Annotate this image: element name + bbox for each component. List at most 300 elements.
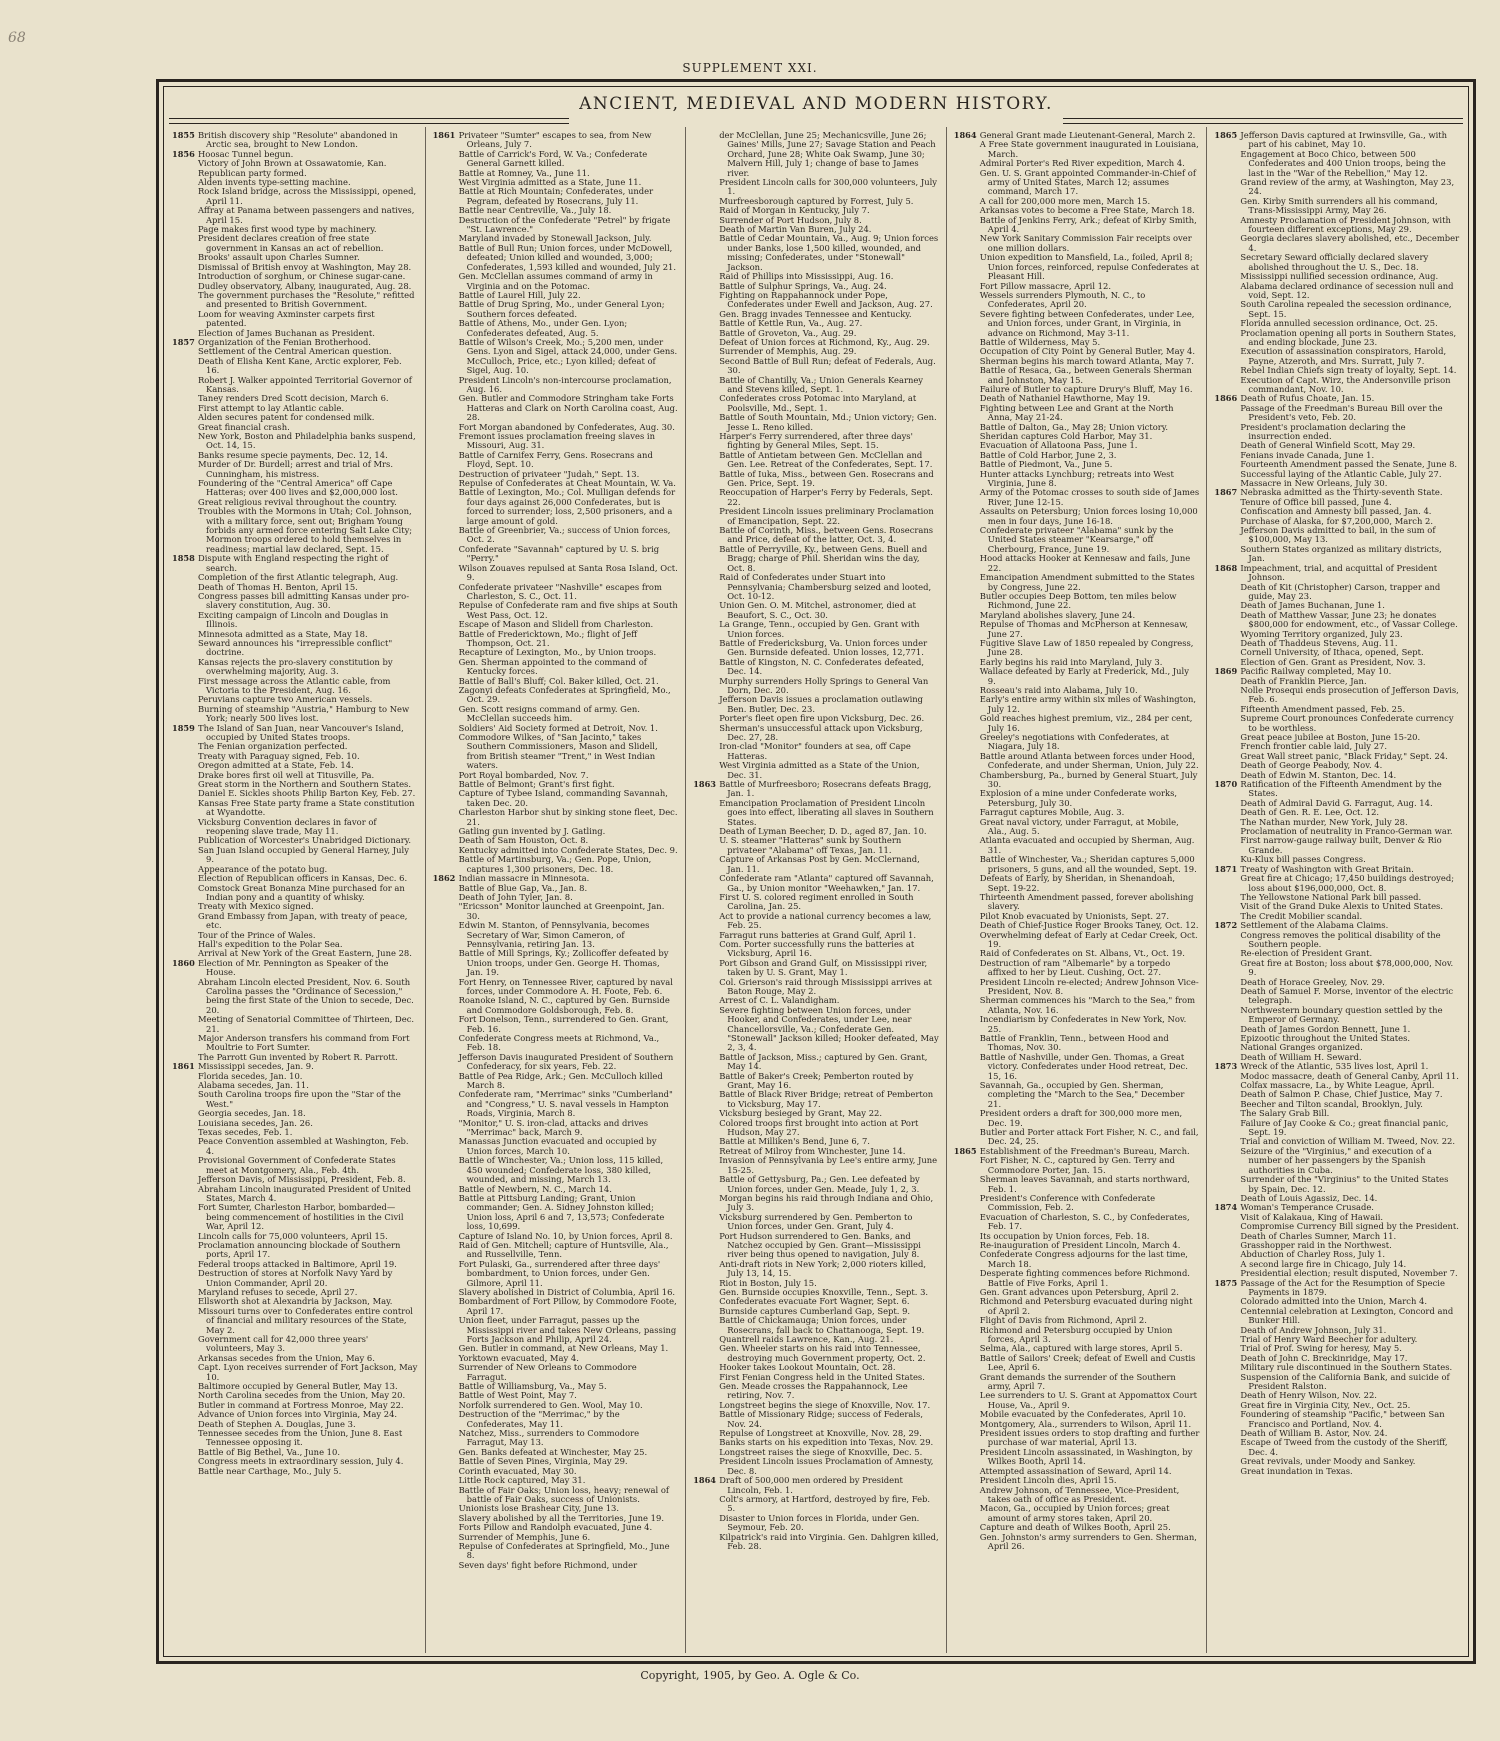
entry-text: Fort Fisher, N. C., captured by Gen. Terry and Commodore Porter, Jan. 15. <box>979 1155 1175 1175</box>
chronology-entry <box>693 978 939 997</box>
entry-text: Death of Kit (Christopher) Carson, trapper and guide, May 23. <box>1240 581 1441 601</box>
chronology-entry <box>172 507 418 554</box>
entry-year <box>172 818 198 837</box>
chronology-entry <box>693 451 939 470</box>
entry-text: Destruction of the "Merrimac," by the Confederates, May 11. <box>458 1409 620 1429</box>
entry-text: The Nathan murder, New York, July 28. <box>1240 816 1408 827</box>
entry-text: Surrender of Port Hudson, July 8. <box>719 214 862 225</box>
chronology-entry <box>433 187 679 206</box>
entry-text: Presidential election; result disputed, November 7. <box>1240 1268 1458 1279</box>
entry-text: Peruvians capture two American vessels. <box>198 694 373 705</box>
chronology-entry <box>693 1457 939 1476</box>
chronology-entry <box>693 780 939 799</box>
entry-text: The government purchases the "Resolute," refitted and presented to British Government. <box>198 289 415 310</box>
entry-text: Surrender of New Orleans to Commodore Farragut. <box>458 1362 637 1382</box>
entry-text: Recapture of Lexington, Mo., by Union troops. <box>458 647 657 658</box>
chronology-entry <box>433 1561 679 1570</box>
entry-year <box>172 761 198 770</box>
entry-text: Battle of Fredericktown, Mo.; flight of Jeff Thompson, Oct. 21. <box>458 628 638 648</box>
chronology-entry <box>1214 686 1460 705</box>
entry-year <box>172 159 198 168</box>
entry-text: Visit of Kalakaua, King of Hawaii. <box>1240 1211 1384 1222</box>
entry-text: Mobile evacuated by the Confederates, April 10. <box>979 1409 1186 1420</box>
entry-year: 1863 <box>693 779 716 790</box>
chronology-entry <box>693 940 939 959</box>
entry-year <box>433 1514 459 1523</box>
entry-text: Death of Edwin M. Stanton, Dec. 14. <box>1240 769 1397 780</box>
entry-text: Re-election of President Grant. <box>1240 948 1373 959</box>
chronology-entry <box>954 714 1200 733</box>
chronology-entry <box>433 996 679 1015</box>
entry-text: Assaults on Petersburg; Union forces losing 10,000 men in four days, June 16-18. <box>979 506 1198 526</box>
entry-text: Death of Gen. R. E. Lee, Oct. 12. <box>1240 807 1380 818</box>
entry-year <box>172 742 198 751</box>
entry-text: Sherman's unsuccessful attack upon Vicksburg, Dec. 27, 28. <box>719 722 923 742</box>
entry-year <box>433 432 459 451</box>
entry-text: Battle of Blue Gap, Va., Jan. 8. <box>458 882 588 893</box>
entry-text: Northwestern boundary question settled by the Emperor of Germany. <box>1240 1004 1443 1025</box>
chronology-entry <box>954 931 1200 950</box>
entry-text: Southern States organized as military districts, Jan. <box>1240 543 1442 564</box>
chronology-entry <box>693 639 939 658</box>
chronology-entry <box>433 978 679 997</box>
chronology-column-3 <box>686 127 947 1653</box>
entry-text: Jefferson Davis, of Mississippi, President, Feb. 8. <box>198 1174 406 1185</box>
entry-text: Alabama declared ordinance of secession null and void, Sept. 12. <box>1240 280 1454 300</box>
chronology-entry <box>954 893 1200 912</box>
chronology-entry <box>172 432 418 451</box>
entry-year <box>1214 150 1240 178</box>
entry-text: Repulse of Confederates at Cheat Mountain, W. Va. <box>458 478 676 489</box>
entry-text: Page makes first wood type by machinery. <box>198 224 377 235</box>
entry-text: Treaty with Mexico signed. <box>198 901 314 912</box>
chronology-entry <box>693 1382 939 1401</box>
chronology-entry <box>172 705 418 724</box>
entry-year <box>172 836 198 845</box>
entry-text: Battle of Pea Ridge, Ark.; Gen. McCulloch killed March 8. <box>458 1070 663 1091</box>
entry-text: Election of Mr. Pennington as Speaker of the House. <box>198 957 389 978</box>
entry-year <box>172 1448 198 1457</box>
entry-text: Battle of Murfreesboro; Rosecrans defeats Bragg, Jan. 1. <box>719 779 932 799</box>
entry-year <box>954 1109 980 1128</box>
entry-year <box>1214 893 1240 902</box>
entry-text: Incendiarism by Confederates in New York, Nov. 25. <box>979 1014 1187 1034</box>
entry-year <box>433 1015 459 1034</box>
entry-year <box>954 771 980 790</box>
entry-text: Disaster to Union forces in Florida, under Gen. Seymour, Feb. 20. <box>719 1512 920 1533</box>
chronology-entry <box>954 996 1200 1015</box>
entry-year <box>693 1260 719 1279</box>
chronology-entry <box>172 884 418 903</box>
chronology-entry <box>954 836 1200 855</box>
entry-text: Gen. Meade crosses the Rappahannock, Lee retiring, Nov. 7. <box>719 1381 908 1401</box>
chronology-entry <box>693 432 939 451</box>
entry-year <box>954 921 980 930</box>
entry-year <box>172 451 198 460</box>
entry-text: Confederate privateer "Alabama" sunk by the United States steamer "Kearsarge," off Cherbourg, France, June 19. <box>979 525 1174 554</box>
entry-text: Admiral Porter's Red River expedition, March 4. <box>979 158 1185 169</box>
entry-year <box>954 1326 980 1345</box>
entry-text: Repulse of Thomas and McPherson at Kennesaw, June 27. <box>979 619 1189 639</box>
chronology-column-1 <box>165 127 426 1653</box>
entry-year <box>954 1420 980 1429</box>
chronology-entry <box>172 818 418 837</box>
entry-year <box>172 169 198 178</box>
entry-year <box>172 1401 198 1410</box>
chronology-entry <box>693 874 939 893</box>
entry-year <box>693 131 719 178</box>
entry-year <box>954 206 980 215</box>
chronology-entry <box>693 178 939 197</box>
entry-year <box>954 1429 980 1448</box>
handwritten-page-number: 68 <box>8 30 26 46</box>
entry-text: Battle of Missionary Ridge; success of Federals, Nov. 24. <box>719 1409 924 1429</box>
chronology-entry <box>693 1260 939 1279</box>
entry-year <box>954 1175 980 1194</box>
entry-year <box>433 893 459 902</box>
entry-year <box>172 780 198 789</box>
entry-year <box>172 1420 198 1429</box>
entry-year <box>693 507 719 526</box>
entry-text: Escape of Tweed from the custody of the Sheriff, Dec. 4. <box>1240 1437 1448 1457</box>
entry-text: Failure of Butler to capture Drury's Bluff, May 16. <box>979 383 1193 394</box>
supplement-label: SUPPLEMENT XXI. <box>682 61 818 75</box>
entry-text: Death of William B. Astor, Nov. 24. <box>1240 1428 1388 1439</box>
entry-text: Battle at Romney, Va., June 11. <box>458 167 590 178</box>
entry-year <box>954 1344 980 1353</box>
entry-year <box>433 423 459 432</box>
chronology-entry <box>693 507 939 526</box>
entry-year <box>693 272 719 281</box>
entry-year <box>433 658 459 677</box>
chronology-entry <box>433 733 679 771</box>
entry-year <box>693 1438 719 1447</box>
entry-text: Daniel E. Sickles shoots Philip Barton Key, Feb. 27. <box>198 788 416 799</box>
entry-year <box>1214 329 1240 348</box>
entry-text: Death of Stephen A. Douglas, June 3. <box>198 1418 356 1429</box>
entry-text: Colorado admitted into the Union, March 4. <box>1240 1296 1428 1307</box>
entry-year <box>172 1081 198 1090</box>
entry-year <box>172 1137 198 1156</box>
entry-text: Indian massacre in Minnesota. <box>458 873 590 884</box>
entry-year: 1864 <box>953 130 977 140</box>
entry-year <box>1214 1344 1240 1353</box>
entry-year: 1871 <box>1214 863 1238 874</box>
chronology-entry <box>693 1156 939 1175</box>
entry-text: Death of Franklin Pierce, Jan. <box>1240 675 1367 686</box>
chronology-entry <box>1214 583 1460 602</box>
entry-year <box>172 1203 198 1231</box>
chronology-entry <box>172 357 418 376</box>
entry-year <box>693 1053 719 1072</box>
chronology-entry <box>693 677 939 696</box>
entry-text: Butler occupies Deep Bottom, ten miles below Richmond, June 22. <box>979 590 1177 611</box>
entry-year <box>954 1523 980 1532</box>
entry-text: Death of James Buchanan, June 1. <box>1240 600 1385 611</box>
entry-text: Colored troops first brought into action at Port Hudson, May 27. <box>719 1117 919 1138</box>
entry-text: Battle of Fredericksburg, Va. Union forces under Gen. Burnside defeated. Union losses, 12,771. <box>719 637 928 658</box>
entry-year <box>433 1354 459 1363</box>
entry-text: Escape of Mason and Slidell from Charleston. <box>458 619 654 630</box>
entry-year <box>1214 1006 1240 1025</box>
entry-text: Defeats of Early, by Sheridan, in Shenandoah, Sept. 19-22. <box>979 873 1176 893</box>
entry-year <box>433 1561 459 1570</box>
entry-year <box>693 996 719 1005</box>
entry-text: Gen. Banks defeated at Winchester, May 25. <box>458 1446 648 1457</box>
entry-text: Battle of Cold Harbor, June 2, 3. <box>979 449 1117 460</box>
entry-text: Capture of Tybee Island, commanding Savannah, taken Dec. 20. <box>458 788 668 808</box>
entry-year <box>1214 611 1240 630</box>
entry-text: Battle of Jackson, Miss.; captured by Gen. Grant, May 14. <box>719 1051 928 1072</box>
entry-text: Maryland refuses to secede, April 27. <box>198 1286 358 1297</box>
entry-text: Battle of South Mountain, Md.; Union victory; Gen. Jesse L. Reno killed. <box>719 412 937 432</box>
entry-text: Treaty with Paraguay signed, Feb. 10. <box>198 750 360 761</box>
entry-text: Selma, Ala., captured with large stores, April 5. <box>979 1343 1183 1354</box>
entry-year <box>954 291 980 310</box>
entry-year <box>693 724 719 743</box>
entry-year: 1874 <box>1214 1202 1238 1213</box>
entry-year <box>1214 1326 1240 1335</box>
entry-text: Savannah, Ga., occupied by Gen. Sherman, completing the "March to the Sea," December 21. <box>979 1080 1185 1109</box>
entry-year <box>1214 460 1240 469</box>
entry-year: 1866 <box>1214 393 1238 404</box>
entry-year <box>693 573 719 601</box>
entry-year <box>433 564 459 583</box>
entry-text: Great Wall street panic, "Black Friday," Sept. 24. <box>1240 750 1448 761</box>
entry-text: Porter's fleet open fire upon Vicksburg, Dec. 26. <box>719 713 925 724</box>
entry-text: Flight of Davis from Richmond, April 2. <box>979 1315 1147 1326</box>
entry-year: 1865 <box>1214 130 1238 140</box>
chronology-entry <box>433 1137 679 1156</box>
chronology-entry <box>1214 1279 1460 1298</box>
chronology-entry <box>433 921 679 949</box>
entry-year <box>433 1260 459 1288</box>
chronology-entry <box>693 1410 939 1429</box>
entry-year <box>954 1504 980 1523</box>
entry-year <box>693 310 719 319</box>
entry-year <box>433 338 459 376</box>
entry-text: Mississippi secedes, Jan. 9. <box>198 1061 314 1072</box>
entry-year <box>1214 253 1240 272</box>
entry-year <box>433 1486 459 1505</box>
entry-year <box>954 714 980 733</box>
entry-year <box>954 686 980 695</box>
entry-text: Army of the Potomac crosses to south side of James River, June 12-15. <box>979 487 1200 507</box>
entry-year <box>1214 987 1240 1006</box>
entry-year <box>693 1401 719 1410</box>
entry-text: Farragut captures Mobile, Aug. 3. <box>979 807 1125 818</box>
entry-text: Great religious revival throughout the country. <box>198 496 397 507</box>
entry-text: Yorktown evacuated, May 4. <box>458 1352 579 1363</box>
chronology-entry <box>954 1486 1200 1505</box>
entry-text: Texas secedes, Feb. 1. <box>198 1127 293 1138</box>
entry-year <box>693 742 719 761</box>
entry-text: Battle of Gettysburg, Pa.; Gen. Lee defeated by Union forces, under Gen. Meade, July 1, 2, 3. <box>719 1174 920 1194</box>
chronology-entry <box>172 1241 418 1260</box>
entry-year <box>1214 1354 1240 1363</box>
chronology-entry <box>693 394 939 413</box>
entry-text: Gen. Sherman appointed to the command of Kentucky forces. <box>458 656 647 677</box>
chronology-entry <box>954 554 1200 573</box>
entry-text: First U. S. colored regiment enrolled in South Carolina, Jan. 25. <box>719 891 914 912</box>
entry-year <box>1214 902 1240 911</box>
chronology-entry <box>693 376 939 395</box>
entry-year <box>1214 836 1240 855</box>
entry-year <box>433 780 459 789</box>
entry-year <box>172 432 198 451</box>
entry-text: Murphy surrenders Holly Springs to General Van Dorn, Dec. 20. <box>719 675 929 695</box>
entry-text: Tennessee secedes from the Union, June 8. East Tennessee opposing it. <box>198 1428 403 1448</box>
chronology-entry <box>693 724 939 743</box>
entry-year <box>693 959 719 978</box>
entry-year <box>954 1467 980 1476</box>
entry-year <box>1214 1391 1240 1400</box>
entry-year <box>433 789 459 808</box>
entry-year <box>1214 1043 1240 1052</box>
entry-year <box>433 949 459 977</box>
entry-text: Confiscation and Amnesty bill passed, Jan. 4. <box>1240 506 1432 517</box>
entry-text: Gen. Kirby Smith surrenders all his command, Trans-Mississippi Army, May 26. <box>1240 195 1438 216</box>
chronology-entry <box>433 338 679 376</box>
entry-text: Great revivals, under Moody and Sankey. <box>1240 1456 1416 1467</box>
entry-text: New York, Boston and Philadelphia banks suspend, Oct. 14, 15. <box>198 431 416 451</box>
entry-year <box>433 244 459 272</box>
entry-text: Gen. Burnside occupies Knoxville, Tenn., Sept. 3. <box>719 1286 929 1297</box>
chronology-entry <box>954 1015 1200 1034</box>
entry-text: Rock Island bridge, across the Mississippi, opened, April 11. <box>198 186 417 206</box>
chronology-entry <box>433 376 679 395</box>
entry-year <box>1214 1467 1240 1476</box>
chronology-entry <box>172 1137 418 1156</box>
entry-text: Longstreet raises the siege of Knoxville, Dec. 5. <box>719 1446 923 1457</box>
chronology-entry <box>1214 282 1460 301</box>
entry-year <box>433 686 459 705</box>
chronology-entry <box>433 1316 679 1344</box>
entry-year <box>954 1053 980 1081</box>
chronology-entry <box>693 1006 939 1053</box>
entry-text: Death of Andrew Johnson, July 31. <box>1240 1324 1387 1335</box>
entry-year <box>693 432 719 451</box>
entry-text: Battle around Atlanta between forces under Hood, Confederate, and under Sherman, Union, July 22. <box>979 750 1199 771</box>
entry-text: Major Anderson transfers his command from Fort Moultrie to Fort Sumter. <box>198 1033 410 1053</box>
chronology-entry <box>693 855 939 874</box>
entry-text: Seward announces his "irrepressible conflict" doctrine. <box>198 637 393 658</box>
entry-text: Florida annulled secession ordinance, Oct. 25. <box>1240 318 1438 329</box>
chronology-entry <box>954 959 1200 978</box>
entry-text: Alabama secedes, Jan. 11. <box>198 1080 309 1091</box>
entry-year <box>433 1156 459 1184</box>
entry-text: Beecher and Tilton scandal, Brooklyn, July. <box>1240 1098 1423 1109</box>
chronology-entry <box>693 1514 939 1533</box>
entry-year <box>172 874 198 883</box>
entry-year <box>693 1072 719 1091</box>
entry-text: Retreat of Milroy from Winchester, June 14. <box>719 1145 906 1156</box>
entry-year <box>954 912 980 921</box>
entry-year <box>954 488 980 507</box>
entry-year <box>1214 1241 1240 1250</box>
entry-text: Battle of Groveton, Va., Aug. 29. <box>719 327 857 338</box>
entry-text: Early begins his raid into Maryland, July 3. <box>979 656 1163 667</box>
entry-text: Death of John C. Breckinridge, May 17. <box>1240 1352 1408 1363</box>
chronology-entry <box>172 799 418 818</box>
entry-text: Great storm in the Northern and Southern States. <box>198 779 411 790</box>
entry-text: Port Royal bombarded, Nov. 7. <box>458 769 589 780</box>
entry-text: French frontier cable laid, July 27. <box>1240 741 1388 752</box>
chronology-entry <box>1214 931 1460 950</box>
entry-text: North Carolina secedes from the Union, May 20. <box>198 1390 406 1401</box>
entry-year: 1873 <box>1214 1061 1238 1072</box>
entry-year <box>693 893 719 912</box>
chronology-entry <box>172 376 418 395</box>
entry-text: Gen. Johnston's army surrenders to Gen. Sherman, April 26. <box>979 1531 1197 1551</box>
entry-year <box>954 1476 980 1485</box>
entry-text: Battle of Antietam between Gen. McClellan and Gen. Lee. Retreat of the Confederates, Sept. 17. <box>719 449 933 470</box>
entry-year <box>954 978 980 997</box>
entry-text: Sherman leaves Savannah, and starts northward, Feb. 1. <box>979 1174 1190 1194</box>
entry-text: Drake bores first oil well at Titusville, Pa. <box>198 769 375 780</box>
entry-year <box>693 1175 719 1194</box>
entry-text: Occupation of City Point by General Butler, May 4. <box>979 346 1196 357</box>
entry-year <box>433 488 459 526</box>
entry-year <box>1214 1222 1240 1231</box>
entry-year <box>172 291 198 310</box>
entry-text: Capture of Island No. 10, by Union forces, April 8. <box>458 1230 673 1241</box>
entry-year <box>172 1457 198 1466</box>
entry-text: Passage of the Act for the Resumption of Specie Payments in 1879. <box>1240 1277 1445 1297</box>
entry-year <box>433 902 459 921</box>
chronology-entry <box>172 1363 418 1382</box>
entry-text: Hunter attacks Lynchburg; retreats into West Virginia, June 8. <box>979 468 1174 489</box>
entry-year <box>954 808 980 817</box>
entry-text: Draft of 500,000 men ordered by President Lincoln, Feb. 1. <box>719 1475 903 1495</box>
entry-year <box>1214 1034 1240 1043</box>
entry-text: Destruction of the Confederate "Petrel" by frigate "St. Lawrence." <box>458 214 671 235</box>
entry-text: Death of Salmon P. Chase, Chief Justice, May 7. <box>1240 1089 1443 1100</box>
entry-text: Battle near Centreville, Va., July 18. <box>458 205 612 216</box>
entry-text: Vicksburg surrendered by Gen. Pemberton to Union forces, under Gen. Grant, July 4. <box>719 1211 913 1232</box>
entry-text: Provisional Government of Confederate States meet at Montgomery, Ala., Feb. 4th. <box>198 1155 396 1175</box>
chronology-entry <box>693 413 939 432</box>
entry-text: Overwhelming defeat of Early at Cedar Creek, Oct. 19. <box>979 929 1198 949</box>
entry-text: Port Hudson surrendered to Gen. Banks, and Natchez occupied by Gen. Grant—Mississippi river being thus opened to navigation, July 8. <box>719 1230 921 1260</box>
chronology-entry <box>172 978 418 1016</box>
entry-text: First attempt to lay Atlantic cable. <box>198 402 345 413</box>
chronology-entry <box>172 479 418 498</box>
chronology-entry <box>954 507 1200 526</box>
entry-text: Manassas Junction evacuated and occupied by Union forces, March 10. <box>458 1136 657 1156</box>
chronology-entry <box>1214 150 1460 178</box>
entry-text: Nolle Prosequi ends prosecution of Jefferson Davis, Feb. 6. <box>1240 684 1459 705</box>
entry-text: Chambersburg, Pa., burned by General Stuart, July 30. <box>979 769 1198 790</box>
entry-text: Capture of Arkansas Post by Gen. McClernand, Jan. 11. <box>719 854 920 874</box>
chronology-entry <box>954 1250 1200 1269</box>
entry-year <box>693 1373 719 1382</box>
entry-text: Destruction of stores at Norfolk Navy Yard by Union Commander, April 20. <box>198 1268 393 1288</box>
entry-year <box>954 441 980 450</box>
entry-text: Early's entire army within six miles of Washington, July 12. <box>979 694 1197 714</box>
entry-year <box>172 1034 198 1053</box>
entry-year <box>954 855 980 874</box>
chronology-entry <box>954 1213 1200 1232</box>
entry-year <box>433 1119 459 1138</box>
entry-year <box>954 554 980 573</box>
entry-text: Battle of Wilderness, May 5. <box>979 336 1101 347</box>
chronology-column-2 <box>426 127 687 1653</box>
entry-text: Engagement at Boco Chico, between 500 Confederates and 400 Union troops, being the last in the "War of the Rebellion," May 12. <box>1240 148 1446 178</box>
entry-text: Lee surrenders to U. S. Grant at Appomattox Court House, Va., April 9. <box>979 1390 1197 1410</box>
entry-year <box>433 978 459 997</box>
entry-text: Col. Grierson's raid through Mississippi arrives at Baton Rouge, May 2. <box>719 976 932 996</box>
